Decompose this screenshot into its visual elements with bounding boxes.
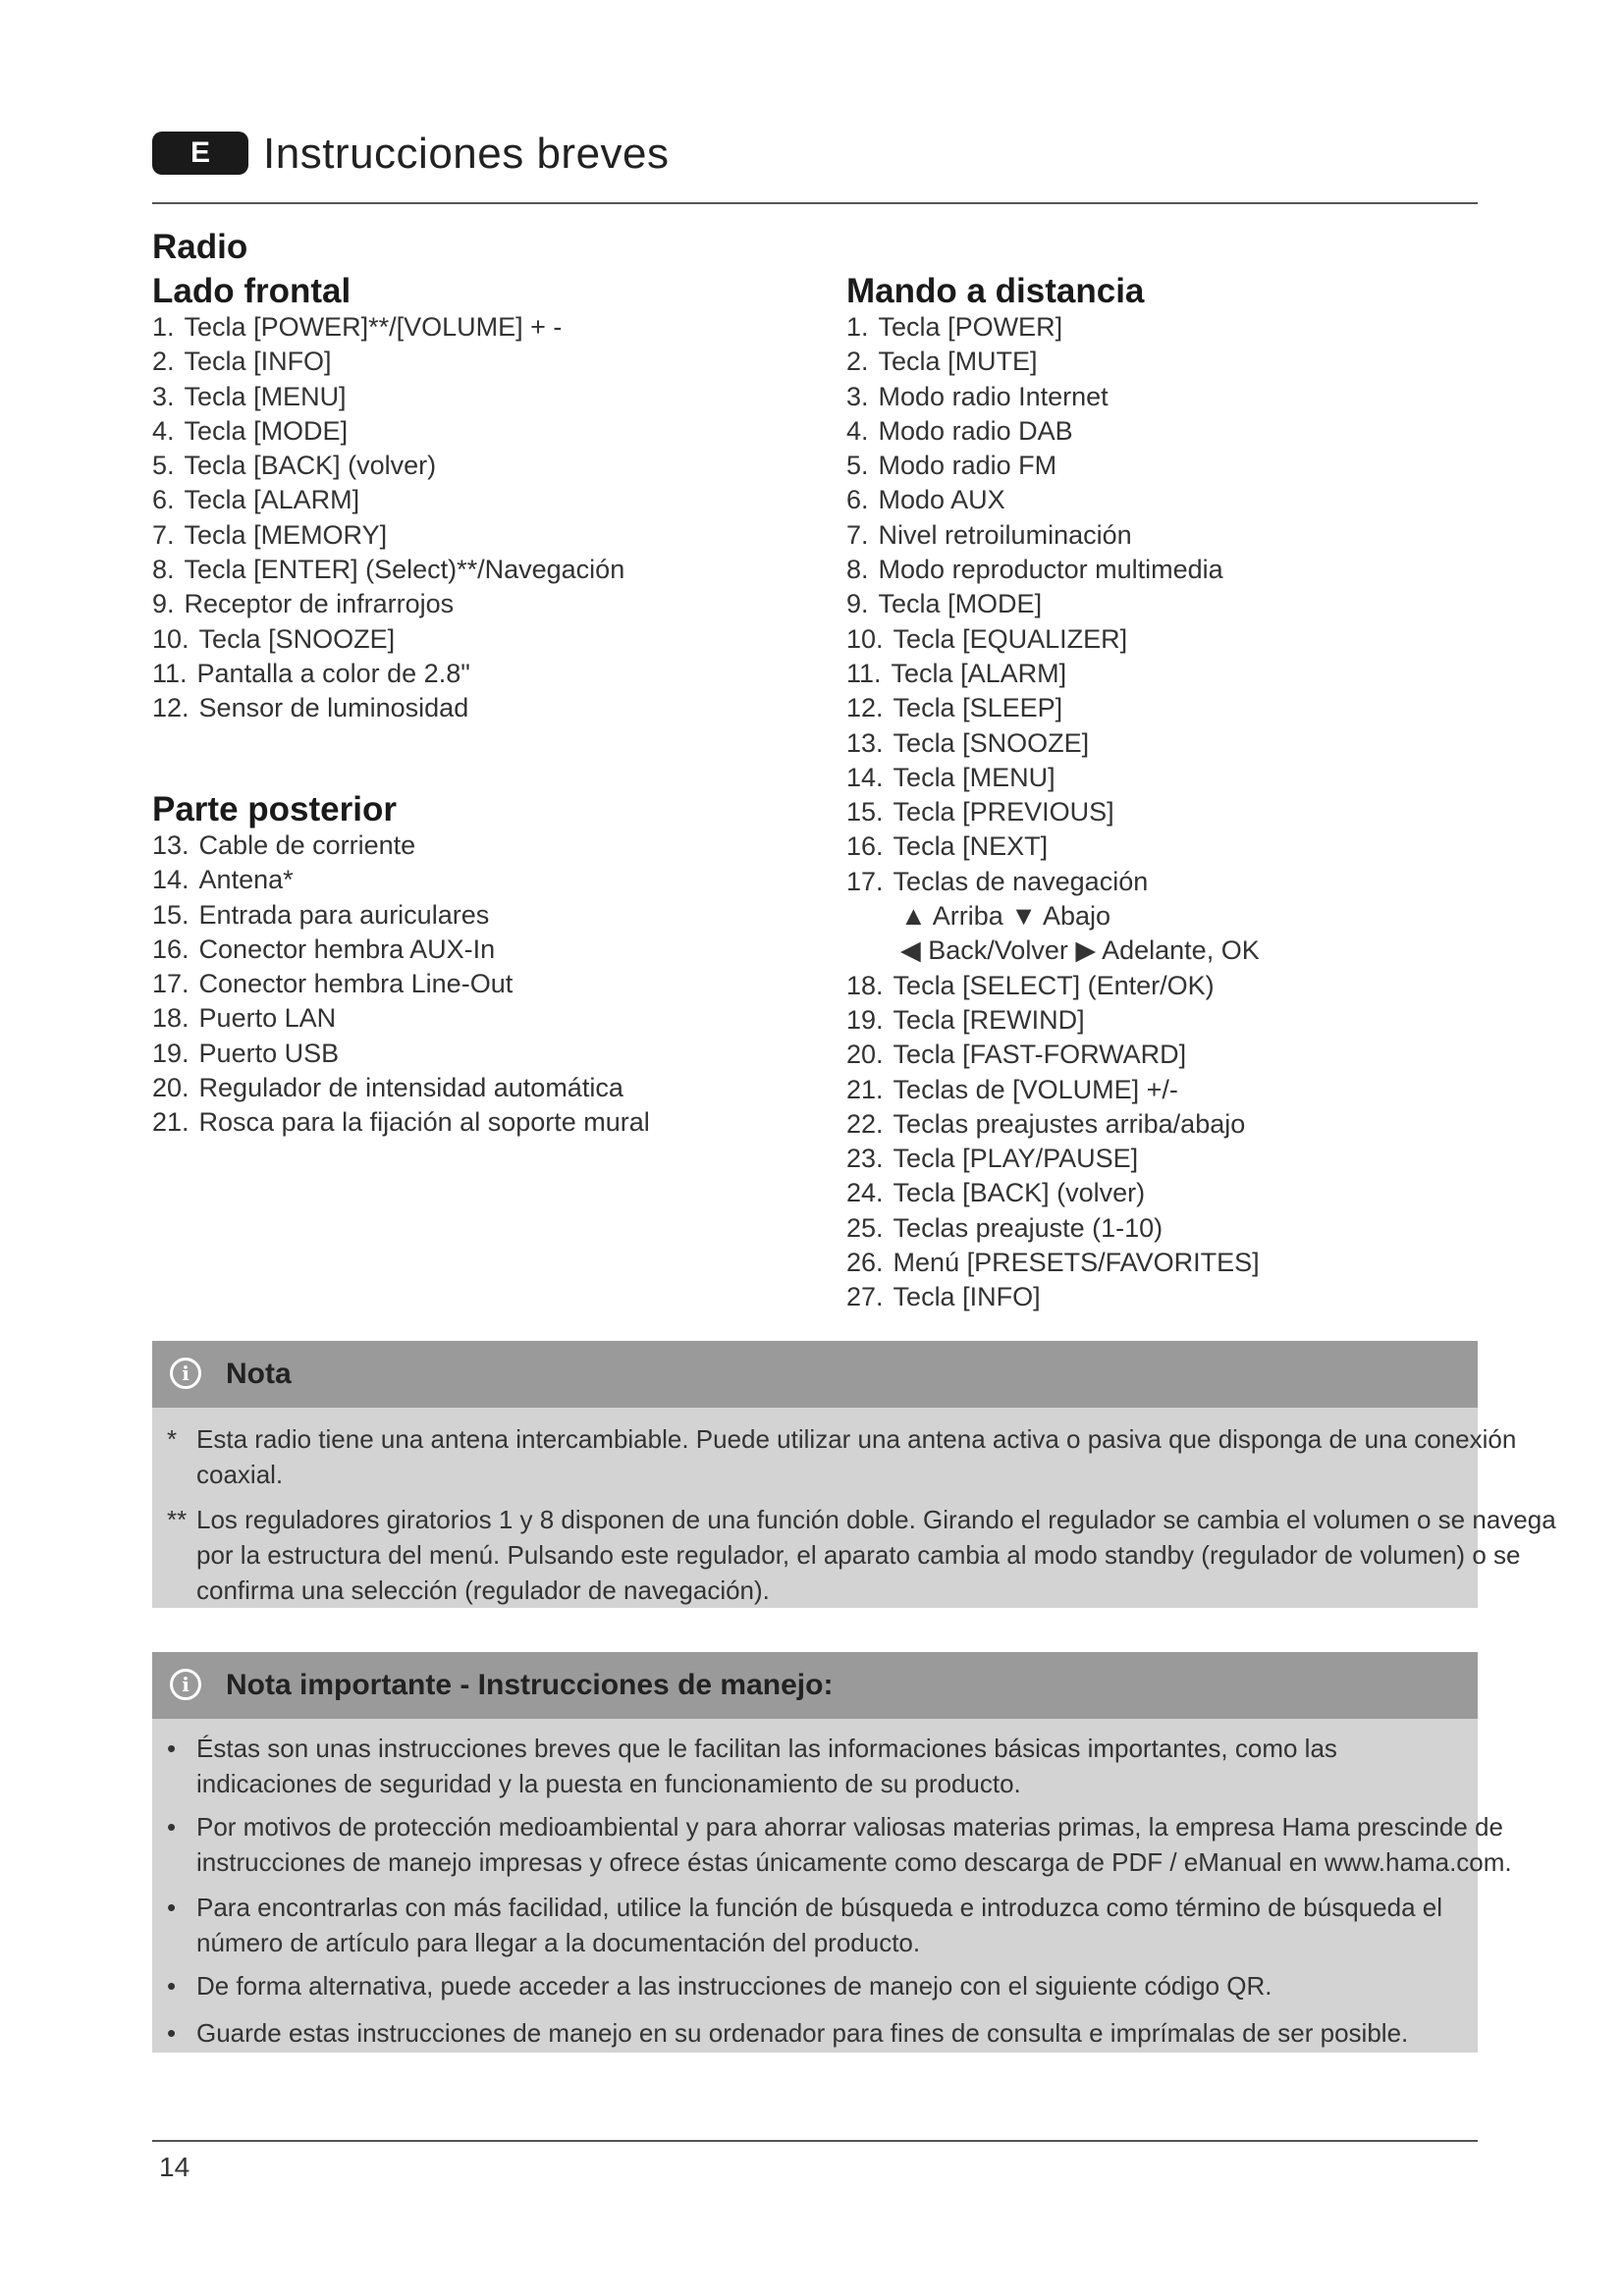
item-number: 14. — [846, 762, 884, 792]
note-header — [152, 1341, 1478, 1408]
list-item — [846, 483, 1260, 517]
list-item — [152, 863, 650, 897]
item-text: Regulador de intensidad automática — [198, 1073, 623, 1103]
list-item — [846, 1107, 1260, 1142]
list-item — [152, 898, 650, 933]
list-item — [846, 1176, 1260, 1210]
item-text: Tecla [SNOOZE] — [893, 727, 1090, 758]
item-text: Tecla [NEXT] — [893, 831, 1049, 862]
note-title: Nota importante - Instrucciones de manejo: — [226, 1669, 834, 1701]
item-text: Tecla [INFO] — [184, 347, 332, 377]
back-list — [152, 828, 650, 1141]
section-back-heading: Parte posterior — [152, 790, 397, 828]
list-item — [152, 1105, 650, 1140]
item-number: 20. — [152, 1073, 189, 1103]
note-text: De forma alternativa, puede acceder a las instrucciones de manejo con el siguiente código QR. — [196, 1971, 1272, 2001]
item-text: Cable de corriente — [198, 830, 416, 860]
item-text: Puerto LAN — [198, 1003, 337, 1034]
language-badge: E — [152, 132, 248, 175]
item-number: 18. — [846, 970, 884, 1000]
item-text: Teclas preajustes arriba/abajo — [893, 1108, 1246, 1139]
list-item — [846, 761, 1260, 795]
item-number: 19. — [846, 1004, 884, 1035]
item-text: Teclas de [VOLUME] +/- — [893, 1074, 1178, 1104]
item-number: 7. — [846, 519, 869, 550]
list-item — [152, 310, 624, 345]
note-bullet — [167, 2015, 1463, 2051]
header-divider — [152, 202, 1478, 204]
list-item — [152, 483, 624, 517]
item-number: 2. — [152, 347, 175, 377]
list-item — [846, 622, 1260, 657]
note-text: Guarde estas instrucciones de manejo en su ordenador para fines de consulta e imprímalas de ser posible. — [196, 2018, 1409, 2048]
item-text: Tecla [PLAY/PAUSE] — [893, 1144, 1139, 1174]
info-icon: i — [170, 1358, 201, 1389]
item-number: 12. — [152, 693, 189, 723]
item-number: 1. — [846, 312, 869, 342]
item-text: Menú [PRESETS/FAVORITES] — [893, 1248, 1260, 1278]
note-paragraph — [167, 1421, 1581, 1492]
list-item — [152, 828, 650, 863]
list-item — [152, 691, 624, 725]
item-number: 13. — [846, 727, 884, 758]
list-item — [152, 414, 624, 449]
item-number: 9. — [152, 589, 175, 619]
important-note-box — [152, 1652, 1512, 2053]
item-number: 1. — [152, 312, 175, 342]
item-text: Nivel retroiluminación — [878, 519, 1132, 550]
list-item — [846, 657, 1260, 691]
list-item — [846, 795, 1260, 829]
item-text: Tecla [BACK] (volver) — [893, 1178, 1146, 1208]
section-radio-heading: Radio — [152, 228, 248, 266]
item-number: 8. — [152, 555, 175, 585]
item-number: 23. — [846, 1144, 884, 1174]
list-item — [846, 587, 1260, 621]
item-number: 14. — [152, 865, 189, 895]
list-item — [846, 414, 1260, 449]
item-text: Antena* — [198, 865, 294, 895]
item-number: 3. — [152, 381, 175, 411]
note-title: Nota — [226, 1358, 292, 1390]
item-number: 21. — [152, 1107, 189, 1138]
note-text: Esta radio tiene una antena intercambiable. Puede utilizar una antena activa o pasiva que disponga de una conexión coaxial. — [196, 1424, 1517, 1489]
footer-divider — [152, 2140, 1478, 2142]
item-number: 18. — [152, 1003, 189, 1034]
item-number: 10. — [152, 623, 189, 654]
item-text: Modo AUX — [878, 485, 1005, 515]
item-text: Tecla [INFO] — [893, 1282, 1041, 1312]
info-icon: i — [170, 1669, 201, 1700]
note-paragraph — [167, 1502, 1581, 1608]
item-text: Tecla [POWER]**/[VOLUME] + - — [184, 312, 563, 342]
list-item — [152, 1037, 650, 1071]
item-text: Tecla [SNOOZE] — [198, 623, 396, 654]
item-text: ▲ Arriba ▼ Abajo — [900, 901, 1111, 932]
page-number: 14 — [159, 2152, 190, 2182]
item-text: Teclas de navegación — [893, 866, 1149, 896]
item-number: 17. — [152, 969, 189, 999]
item-text: Tecla [EQUALIZER] — [893, 623, 1128, 654]
item-text: Tecla [ALARM] — [184, 485, 360, 515]
list-item — [152, 1071, 650, 1105]
list-item — [846, 518, 1260, 553]
item-number: 25. — [846, 1212, 884, 1243]
item-number: 24. — [846, 1178, 884, 1208]
item-number: 17. — [846, 866, 884, 896]
item-number: 8. — [846, 555, 869, 585]
list-item — [846, 969, 1260, 1003]
list-item — [152, 967, 650, 1001]
item-number: 2. — [846, 347, 869, 377]
note-bullet — [167, 1809, 1561, 1880]
item-number: 16. — [846, 831, 884, 862]
list-item — [152, 449, 624, 483]
item-number: 6. — [152, 485, 175, 515]
item-text: Modo reproductor multimedia — [878, 555, 1223, 585]
footnote-marker: * — [167, 1424, 178, 1454]
list-item — [846, 310, 1260, 345]
list-item — [152, 622, 624, 657]
list-item — [152, 518, 624, 553]
item-number: 11. — [152, 658, 188, 688]
list-item — [846, 1003, 1260, 1038]
list-item — [152, 345, 624, 379]
item-text: Modo radio Internet — [878, 381, 1109, 411]
list-item — [846, 345, 1260, 379]
item-text: Tecla [MODE] — [184, 415, 349, 446]
section-front-heading: Lado frontal — [152, 272, 352, 310]
item-text: Tecla [MUTE] — [878, 347, 1038, 377]
list-item — [846, 829, 1260, 864]
item-number: 5. — [846, 451, 869, 481]
item-number: 27. — [846, 1282, 884, 1312]
list-item — [846, 934, 1260, 968]
item-text: Tecla [MEMORY] — [184, 519, 388, 550]
list-item — [846, 449, 1260, 483]
note-text: Para encontrarlas con más facilidad, utilice la función de búsqueda e introduzca como término de búsqueda el número de artículo para llegar a la documentación del producto. — [196, 1893, 1442, 1957]
list-item — [152, 657, 624, 691]
item-number: 20. — [846, 1040, 884, 1070]
list-item — [152, 553, 624, 587]
list-item — [846, 380, 1260, 414]
item-text: Tecla [ALARM] — [891, 658, 1067, 688]
item-text: Entrada para auriculares — [198, 899, 490, 930]
item-text: ◀ Back/Volver ▶ Adelante, OK — [900, 935, 1260, 966]
note-box — [152, 1341, 1556, 1608]
item-text: Tecla [SLEEP] — [893, 693, 1063, 723]
list-item — [846, 1280, 1260, 1314]
item-text: Tecla [REWIND] — [893, 1004, 1085, 1035]
item-number: 16. — [152, 934, 189, 964]
item-number: 7. — [152, 519, 175, 550]
item-text: Tecla [POWER] — [878, 312, 1063, 342]
item-number: 15. — [152, 899, 189, 930]
list-item — [846, 1246, 1260, 1280]
item-text: Conector hembra Line-Out — [198, 969, 514, 999]
list-item — [846, 865, 1260, 899]
note-bullet — [167, 1890, 1463, 1960]
bullet-marker: • — [167, 1812, 177, 1842]
item-text: Tecla [PREVIOUS] — [893, 797, 1114, 828]
item-text: Tecla [MENU] — [184, 381, 347, 411]
list-item — [152, 1001, 650, 1036]
list-item — [152, 933, 650, 967]
item-number: 12. — [846, 693, 884, 723]
remote-list — [846, 310, 1260, 1315]
item-text: Tecla [MENU] — [893, 762, 1056, 792]
item-text: Tecla [ENTER] (Select)**/Navegación — [184, 555, 625, 585]
bullet-marker: • — [167, 2018, 177, 2048]
list-item — [846, 899, 1260, 934]
front-list — [152, 310, 624, 726]
item-text: Sensor de luminosidad — [198, 693, 469, 723]
item-number: 4. — [152, 415, 175, 446]
list-item — [152, 380, 624, 414]
page-title: Instrucciones breves — [263, 130, 670, 178]
item-text: Puerto USB — [198, 1038, 340, 1068]
item-text: Tecla [BACK] (volver) — [184, 451, 437, 481]
item-number: 22. — [846, 1108, 884, 1139]
footnote-marker: ** — [167, 1505, 188, 1534]
item-number: 6. — [846, 485, 869, 515]
item-text: Tecla [FAST-FORWARD] — [893, 1040, 1187, 1070]
note-bullet — [167, 1968, 1463, 2003]
list-item — [846, 1073, 1260, 1107]
list-item — [152, 587, 624, 621]
item-number: 11. — [846, 658, 882, 688]
item-text: Teclas preajuste (1-10) — [893, 1212, 1164, 1243]
item-number: 13. — [152, 830, 189, 860]
item-number: 3. — [846, 381, 869, 411]
item-number: 10. — [846, 623, 884, 654]
item-number: 4. — [846, 415, 869, 446]
item-number: 26. — [846, 1248, 884, 1278]
list-item — [846, 553, 1260, 587]
item-number: 19. — [152, 1038, 189, 1068]
item-text: Modo radio DAB — [878, 415, 1073, 446]
list-item — [846, 1142, 1260, 1176]
item-text: Pantalla a color de 2.8" — [196, 658, 470, 688]
note-bullet — [167, 1731, 1463, 1801]
page-header — [152, 126, 1478, 204]
item-number: 21. — [846, 1074, 884, 1104]
list-item — [846, 1038, 1260, 1072]
bullet-marker: • — [167, 1971, 177, 2001]
list-item — [846, 691, 1260, 725]
section-remote-heading: Mando a distancia — [846, 272, 1145, 310]
note-header — [152, 1652, 1478, 1719]
note-text: Los reguladores giratorios 1 y 8 disponen de una función doble. Girando el regulador se cambia el volumen o se navega por la estructura del menú. Pulsando este regulador, el aparato cambia al modo standby (regulador de volumen) o se confirma una selección (regulador de navegación). — [196, 1505, 1556, 1605]
item-text: Rosca para la fijación al soporte mural — [198, 1107, 650, 1138]
item-number: 9. — [846, 589, 869, 619]
note-text: Éstas son unas instrucciones breves que le facilitan las informaciones básicas importantes, como las indicaciones de seguridad y la puesta en funcionamiento de su producto. — [196, 1734, 1337, 1798]
item-number: 15. — [846, 797, 884, 828]
list-item — [846, 726, 1260, 761]
item-text: Tecla [MODE] — [878, 589, 1043, 619]
note-text: Por motivos de protección medioambiental y para ahorrar valiosas materias primas, la empresa Hama prescinde de instrucciones de manejo impresas y ofrece éstas únicamente como descarga de PDF / eManual en www.hama.com. — [196, 1812, 1512, 1877]
item-number: 5. — [152, 451, 175, 481]
item-text: Tecla [SELECT] (Enter/OK) — [893, 970, 1215, 1000]
bullet-marker: • — [167, 1893, 177, 1922]
item-text: Modo radio FM — [878, 451, 1057, 481]
list-item — [846, 1211, 1260, 1246]
item-text: Conector hembra AUX-In — [198, 934, 496, 964]
item-text: Receptor de infrarrojos — [184, 589, 455, 619]
bullet-marker: • — [167, 1734, 177, 1763]
